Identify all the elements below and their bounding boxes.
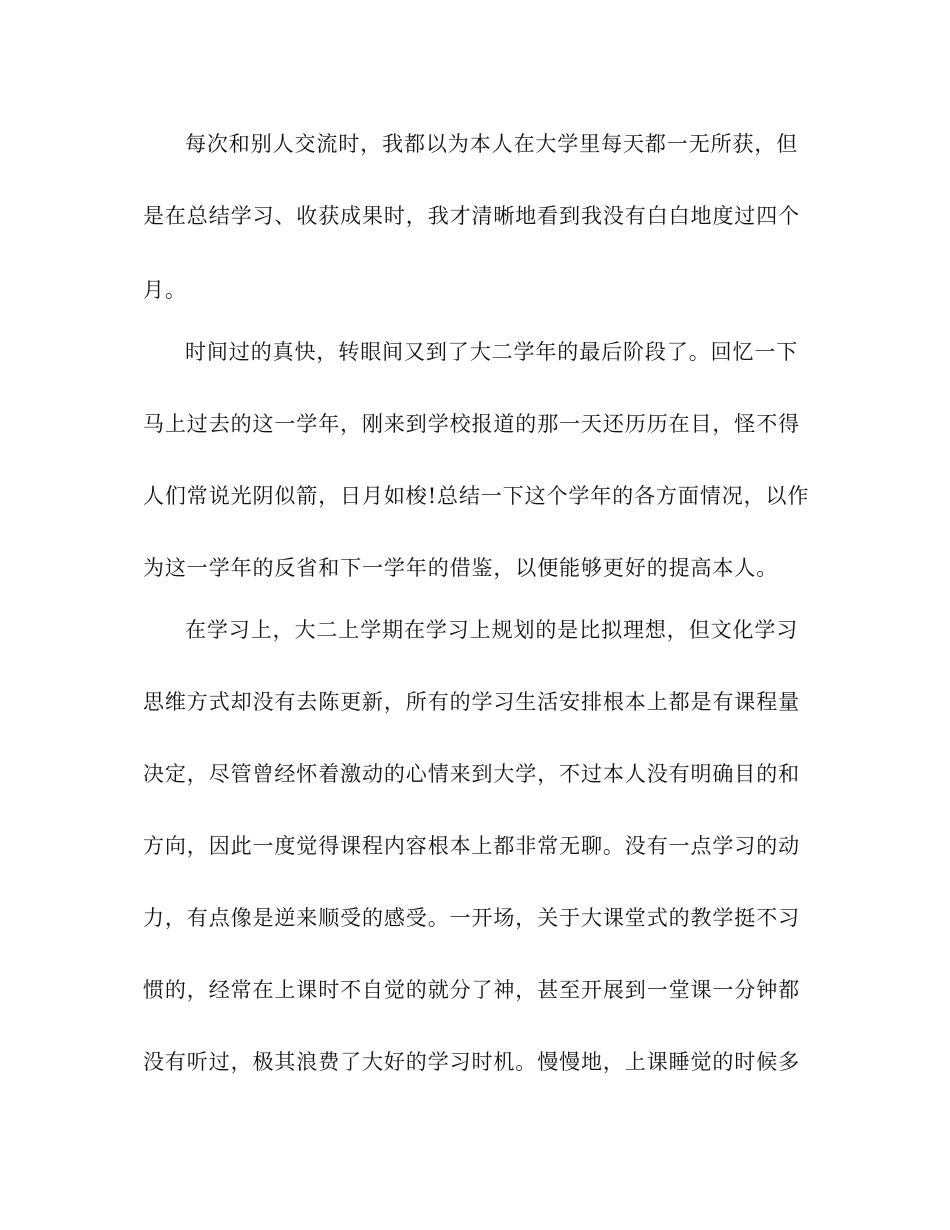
text-line: 为这一学年的反省和下一学年的借鉴，以便能够更好的提高本人。 (143, 556, 779, 580)
text-line: 每次和别人交流时，我都以为本人在大学里每天都一无所获，但 (185, 132, 799, 156)
text-line: 马上过去的这一学年，刚来到学校报道的那一天还历历在目，怪不得 (143, 412, 800, 436)
text-line: 力，有点像是逆来顺受的感受。一开场，关于大课堂式的教学挺不习 (143, 906, 800, 930)
text-line: 在学习上，大二上学期在学习上规划的是比拟理想，但文化学习 (185, 618, 799, 642)
text-line: 月。 (143, 278, 187, 302)
text-line: 没有听过，极其浪费了大好的学习时机。慢慢地，上课睡觉的时候多 (143, 1050, 800, 1074)
text-line: 是在总结学习、收获成果时，我才清晰地看到我没有白白地度过四个 (143, 204, 800, 228)
text-line: 人们常说光阴似箭，日月如梭!总结一下这个学年的各方面情况，以作 (143, 484, 810, 508)
text-line: 思维方式却没有去陈更新，所有的学习生活安排根本上都是有课程量 (143, 690, 800, 714)
text-line: 惯的，经常在上课时不自觉的就分了神，甚至开展到一堂课一分钟都 (143, 978, 800, 1002)
text-line: 决定，尽管曾经怀着激动的心情来到大学，不过本人没有明确目的和 (143, 762, 800, 786)
text-line: 时间过的真快，转眼间又到了大二学年的最后阶段了。回忆一下 (185, 340, 799, 364)
text-line: 方向，因此一度觉得课程内容根本上都非常无聊。没有一点学习的动 (143, 834, 800, 858)
